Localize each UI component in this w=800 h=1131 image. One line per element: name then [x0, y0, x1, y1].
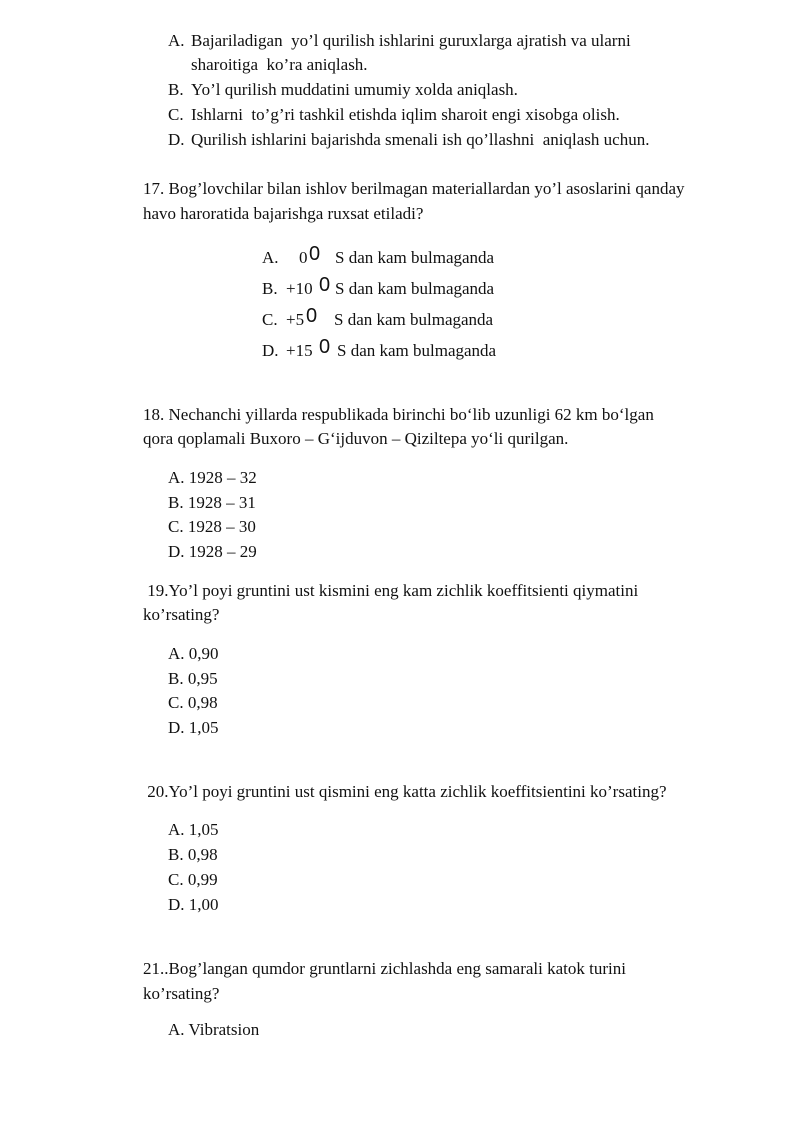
- q16-option-a-letter: A.: [168, 31, 185, 50]
- q17-option-d-degree: 0: [319, 336, 331, 358]
- q19-option-c: C. 0,98: [168, 693, 218, 712]
- q21-text-line1: 21..Bog’langan qumdor gruntlarni zichlashda eng samarali katok turini: [143, 959, 626, 978]
- q16-option-d-letter: D.: [168, 130, 185, 149]
- q20-option-c: C. 0,99: [168, 870, 218, 889]
- q17-option-c-suffix: S dan kam bulmaganda: [334, 310, 494, 329]
- q18-option-d: D. 1928 – 29: [168, 542, 257, 561]
- q16-option-d-line1: Qurilish ishlarini bajarishda smenali ish qo’llashni aniqlash uchun.: [191, 130, 650, 149]
- q17-option-a: [262, 243, 562, 270]
- q20-text-line1: 20.Yo’l poyi gruntini ust qismini eng katta zichlik koeffitsientini ko’rsating?: [143, 782, 667, 801]
- q16-option-a-line2: sharoitiga ko’ra aniqlash.: [191, 55, 368, 74]
- q17-option-b-degree: 0: [319, 274, 331, 296]
- q20-option-a: A. 1,05: [168, 820, 219, 839]
- q18-text-line2: qora qoplamali Buxoro – G‘ijduvon – Qiziltepa yo‘li qurilgan.: [143, 429, 569, 448]
- q17-option-c: [262, 305, 562, 332]
- q16-option-c-line1: Ishlarni to’g’ri tashkil etishda iqlim sharoit engi xisobga olish.: [191, 105, 620, 124]
- q21-text-line2: ko’rsating?: [143, 984, 220, 1003]
- q17-option-b-letter: B.: [262, 279, 278, 298]
- q20-option-d: D. 1,00: [168, 895, 219, 914]
- q19-option-d: D. 1,05: [168, 718, 219, 737]
- q19-option-b: B. 0,95: [168, 669, 218, 688]
- q16-option-b-letter: B.: [168, 80, 184, 99]
- q17-option-d-letter: D.: [262, 341, 279, 360]
- q17-text-line2: havo haroratida bajarishga ruxsat etiladi?: [143, 204, 424, 223]
- q19-text-line1: 19.Yo’l poyi gruntini ust kismini eng kam zichlik koeffitsienti qiymatini: [143, 581, 639, 600]
- q17-option-b: [262, 274, 562, 301]
- q18-option-c: C. 1928 – 30: [168, 517, 256, 536]
- q19-text-line2: ko’rsating?: [143, 605, 220, 624]
- q17-option-b-suffix: S dan kam bulmaganda: [335, 279, 495, 298]
- q18-option-a: A. 1928 – 32: [168, 468, 257, 487]
- q16-option-b-line1: Yo’l qurilish muddatini umumiy xolda aniqlash.: [191, 80, 518, 99]
- q17-text-line1: 17. Bog’lovchilar bilan ishlov berilmagan materiallardan yo’l asoslarini qanday: [143, 179, 685, 198]
- q17-option-a-degree: 0: [309, 243, 321, 265]
- q16-option-a-line1: Bajariladigan yo’l qurilish ishlarini guruxlarga ajratish va ularni: [191, 31, 631, 50]
- q17-option-a-letter: A.: [262, 248, 279, 267]
- q20-option-b: B. 0,98: [168, 845, 218, 864]
- q19-option-a: A. 0,90: [168, 644, 219, 663]
- q17-option-b-value: +10: [286, 279, 313, 298]
- q21-option-a: A. Vibratsion: [168, 1020, 260, 1039]
- q17-option-a-value: 0: [299, 248, 308, 267]
- q17-option-d-value: +15: [286, 341, 313, 360]
- q18-option-b: B. 1928 – 31: [168, 493, 256, 512]
- q16-option-c-letter: C.: [168, 105, 184, 124]
- q18-text-line1: 18. Nechanchi yillarda respublikada birinchi bo‘lib uzunligi 62 km bo‘lgan: [143, 405, 654, 424]
- q17-option-c-degree: 0: [306, 305, 318, 327]
- q17-option-d-suffix: S dan kam bulmaganda: [337, 341, 497, 360]
- q17-option-d: [262, 336, 562, 363]
- q17-option-c-value: +5: [286, 310, 305, 329]
- q17-option-a-suffix: S dan kam bulmaganda: [335, 248, 495, 267]
- q17-option-c-letter: C.: [262, 310, 278, 329]
